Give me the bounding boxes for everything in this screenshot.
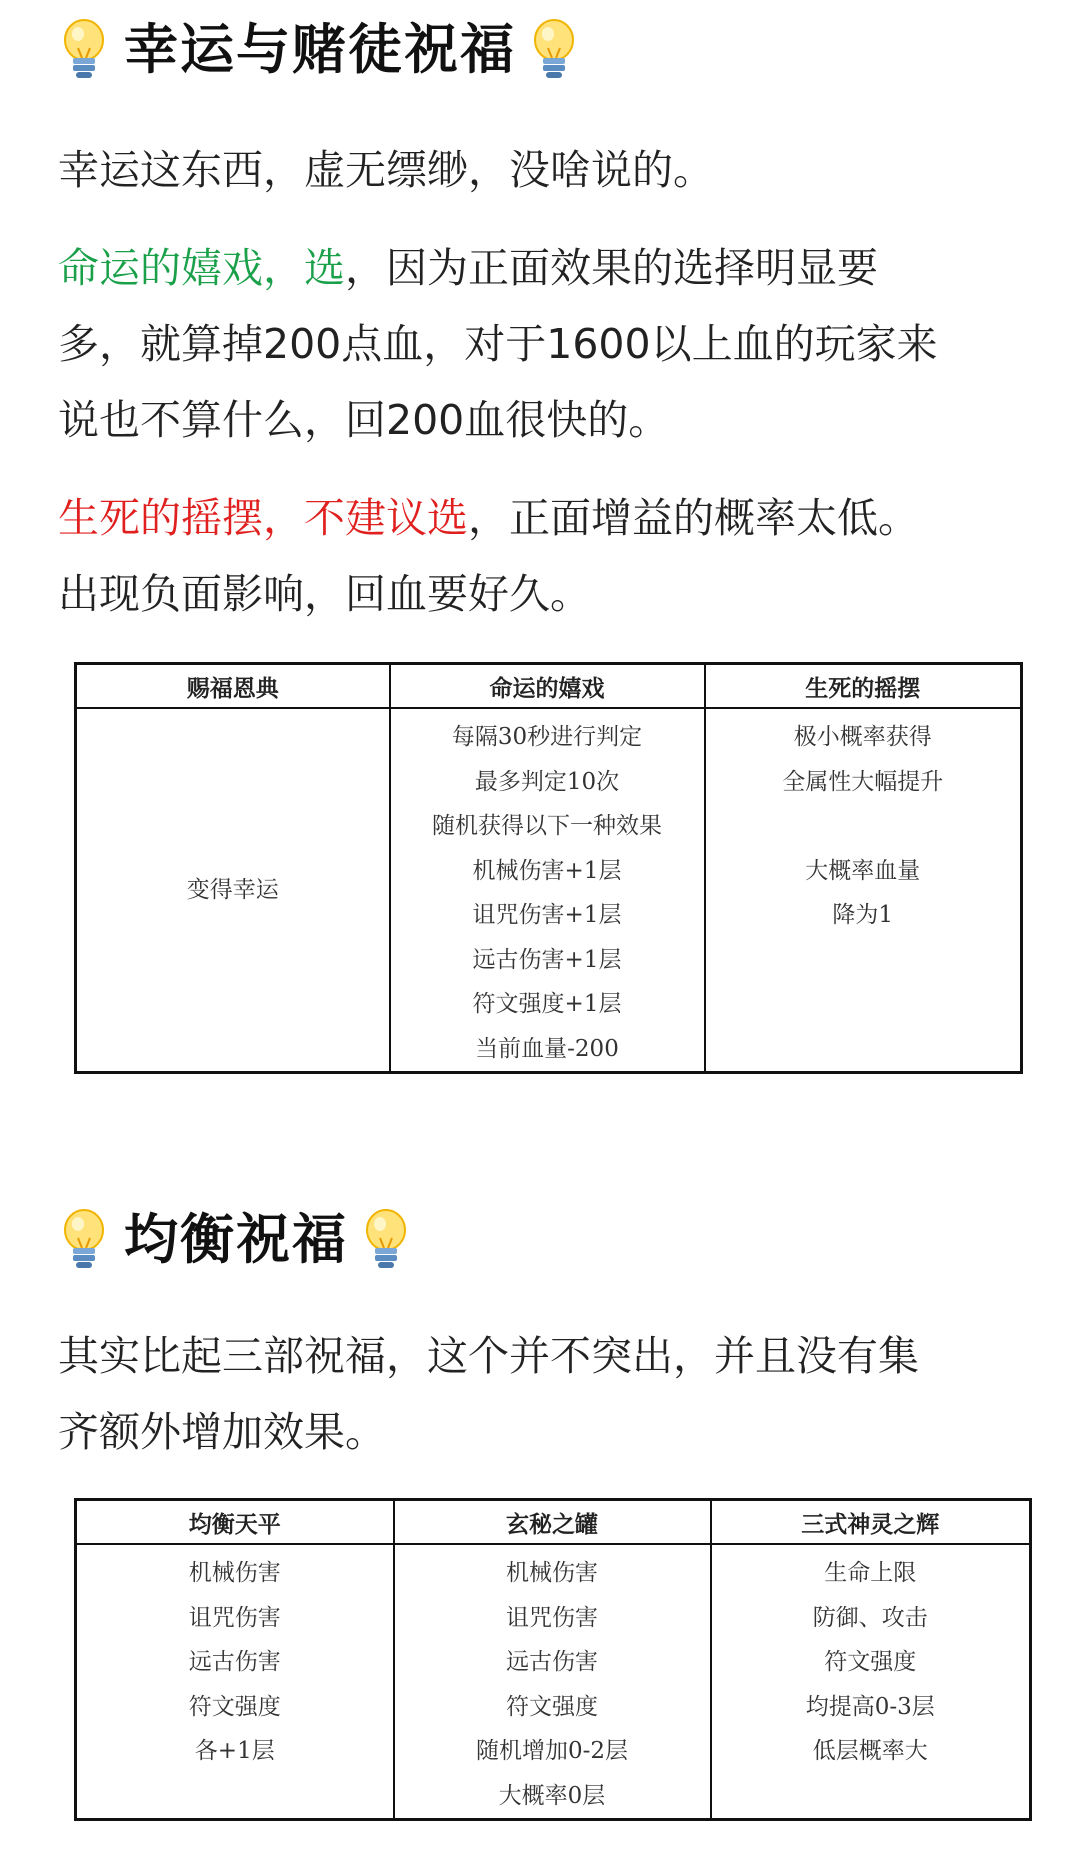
intro-paragraph: 幸运这东西，虚无缥缈，没啥说的。: [58, 146, 714, 194]
cell-text: 符文强度+1层: [472, 991, 622, 1017]
table-cell: [390, 708, 705, 1073]
paragraph-fate-play: [58, 230, 1018, 458]
lightbulb-icon: [530, 18, 578, 82]
balance-blessing-table: [74, 1498, 1032, 1821]
highlight-not-recommend: 生死的摇摆，不建议选: [58, 494, 468, 542]
cell-text: 远古伤害: [506, 1649, 598, 1675]
table-header-cell: 三式神灵之辉: [711, 1500, 1031, 1545]
table-row: [76, 708, 1022, 1073]
cell-text: 大概率血量: [805, 857, 921, 884]
lightbulb-icon: [60, 1208, 108, 1272]
table-header-cell: 生死的摇摆: [705, 664, 1022, 709]
paragraph-text: 多，就算掉200点血，对于1600以上血的玩家来: [58, 320, 938, 368]
paragraph-text: 说也不算什么，回200血很快的。: [58, 396, 670, 444]
table-cell: [705, 708, 1022, 1073]
paragraph-text: 出现负面影响，回血要好久。: [58, 570, 591, 618]
luck-blessing-table: [74, 662, 1023, 1074]
cell-text: 变得幸运: [186, 876, 279, 903]
table-header-cell: 命运的嬉戏: [390, 664, 705, 709]
paragraph-life-death: [58, 480, 1018, 632]
cell-text: 诅咒伤害+1层: [472, 902, 622, 928]
highlight-recommend: 命运的嬉戏，选: [58, 244, 345, 292]
lightbulb-icon: [60, 18, 108, 82]
cell-text: 随机增加0-2层: [475, 1738, 629, 1764]
table-header-row: [76, 1500, 1031, 1545]
cell-text: 当前血量-200: [475, 1035, 619, 1062]
cell-text: 最多判定10次: [474, 768, 620, 795]
table-row: [76, 1544, 1031, 1820]
cell-text: 符文强度: [188, 1693, 281, 1720]
table-cell: [394, 1544, 711, 1820]
cell-text: 均提高0-3层: [805, 1693, 935, 1720]
section-heading-balance: [60, 1208, 410, 1272]
cell-text: 符文强度: [824, 1649, 917, 1675]
cell-text: 诅咒伤害: [506, 1604, 598, 1631]
cell-text: 全属性大幅提升: [782, 768, 944, 795]
cell-text: 符文强度: [506, 1693, 598, 1720]
table-cell: [711, 1544, 1031, 1820]
section-title: 均衡祝福: [124, 1208, 348, 1271]
cell-text: 机械伤害: [188, 1560, 281, 1586]
paragraph-text: ，正面增益的概率太低。: [468, 494, 919, 542]
cell-text: 机械伤害+1层: [472, 857, 622, 884]
cell-text: 诅咒伤害: [188, 1604, 281, 1631]
cell-text: 降为1: [832, 902, 894, 928]
cell-text: 远古伤害: [188, 1649, 281, 1675]
table-cell: [76, 1544, 394, 1820]
cell-text: 机械伤害: [506, 1560, 598, 1586]
table-cell: [76, 708, 390, 1073]
cell-text: 极小概率获得: [793, 724, 932, 750]
paragraph-text: ，因为正面效果的选择明显要: [345, 244, 878, 292]
cell-text: 每隔30秒进行判定: [451, 724, 643, 750]
paragraph-text: 其实比起三部祝福，这个并不突出，并且没有集: [58, 1332, 919, 1380]
paragraph-balance: [58, 1318, 1018, 1470]
lightbulb-icon: [362, 1208, 410, 1272]
section-heading-luck: [60, 18, 578, 82]
cell-text: 远古伤害+1层: [472, 946, 622, 973]
cell-text: 低层概率大: [812, 1738, 928, 1764]
cell-text: 生命上限: [824, 1560, 917, 1586]
cell-text: 各+1层: [194, 1738, 275, 1764]
table-header-cell: 均衡天平: [76, 1500, 394, 1545]
cell-text: 防御、攻击: [812, 1604, 928, 1631]
table-header-row: [76, 664, 1022, 709]
table-header-cell: 玄秘之罐: [394, 1500, 711, 1545]
table-header-cell: 赐福恩典: [76, 664, 390, 709]
paragraph-text: 齐额外增加效果。: [58, 1408, 386, 1456]
cell-text: 大概率0层: [498, 1782, 606, 1809]
section-title: 幸运与赌徒祝福: [124, 18, 516, 81]
cell-text: 随机获得以下一种效果: [432, 813, 662, 839]
